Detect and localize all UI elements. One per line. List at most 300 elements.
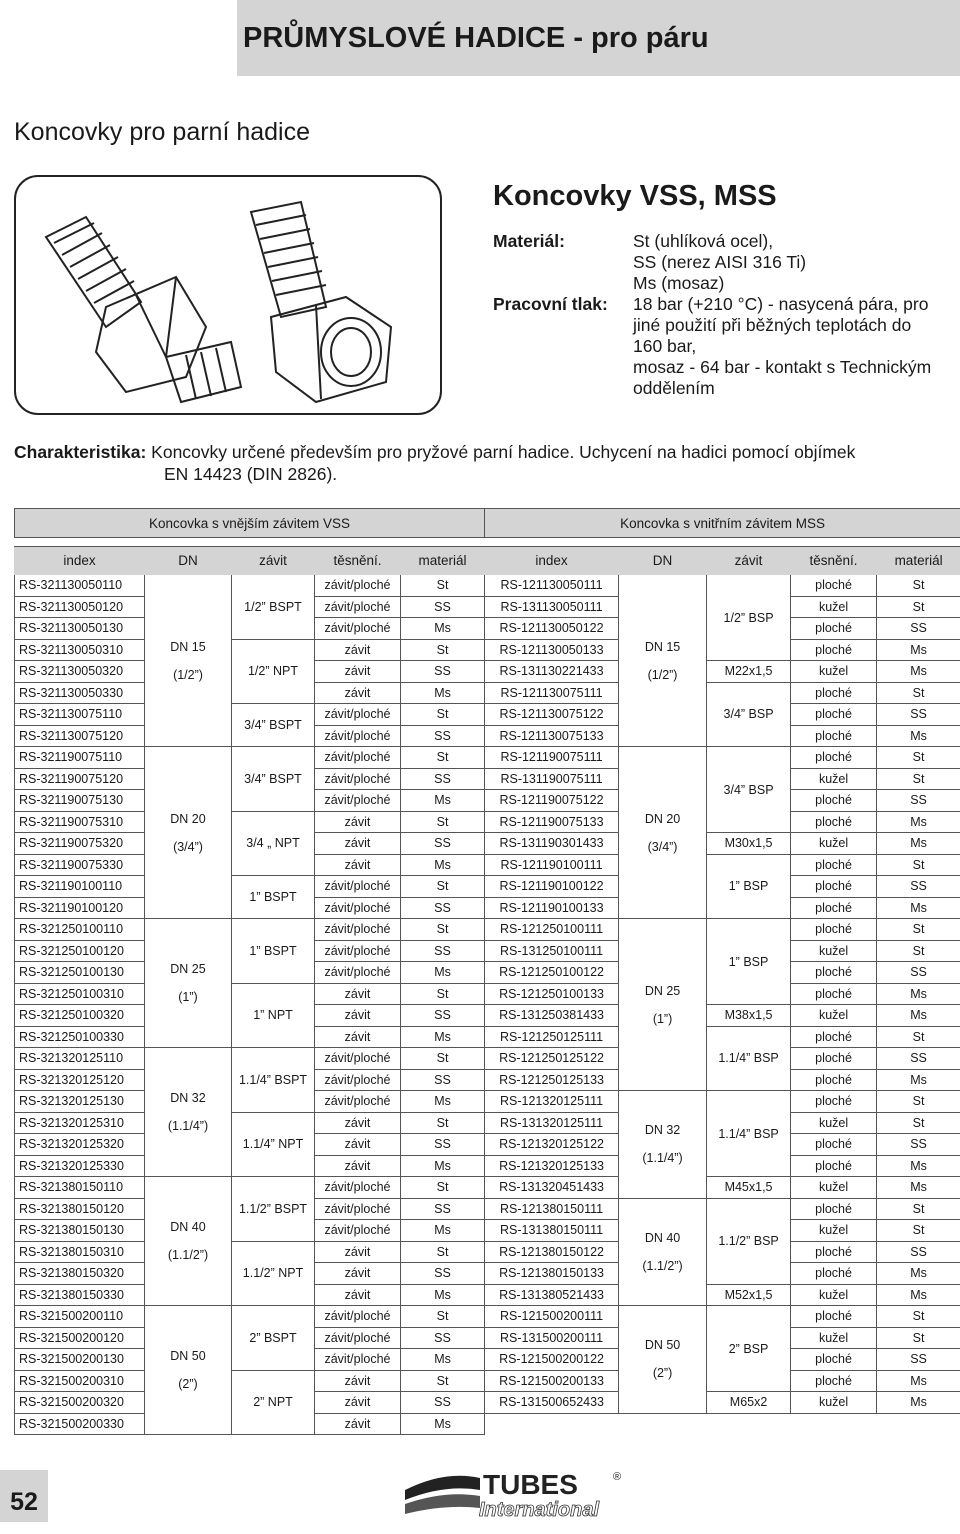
vss-index: RS-321500200120 (15, 1327, 145, 1349)
mss-seal: kužel (791, 596, 877, 618)
mss-material: Ms (877, 1069, 960, 1091)
mss-index: RS-121130050111 (485, 575, 619, 597)
vss-seal: závit/ploché (315, 1327, 401, 1349)
mss-seal: ploché (791, 1069, 877, 1091)
section-title: Koncovky pro parní hadice (14, 118, 310, 147)
mss-seal: kužel (791, 1177, 877, 1199)
vss-material: SS (401, 833, 485, 855)
mss-index: RS-131130050111 (485, 596, 619, 618)
vss-index: RS-321130050310 (15, 639, 145, 661)
mss-index: RS-131500200111 (485, 1327, 619, 1349)
mss-dn-cell (619, 747, 707, 919)
mss-thread: 3/4” BSP (707, 747, 791, 833)
mss-index: RS-121190100122 (485, 876, 619, 898)
mss-seal: kužel (791, 1284, 877, 1306)
material-label: Materiál: (493, 231, 565, 252)
mss-seal: ploché (791, 1306, 877, 1328)
vss-index: RS-321320125110 (15, 1048, 145, 1070)
pressure-text (633, 294, 931, 399)
vss-material: SS (401, 1198, 485, 1220)
vss-seal: závit (315, 1413, 401, 1435)
vss-seal: závit (315, 1155, 401, 1177)
vss-seal: závit/ploché (315, 1198, 401, 1220)
vss-dn-size: (1/2”) (145, 668, 231, 682)
vss-thread: 2” NPT (232, 1370, 315, 1435)
vss-seal: závit/ploché (315, 940, 401, 962)
table-header-row (15, 547, 960, 575)
mss-index: RS-121250125133 (485, 1069, 619, 1091)
mss-seal: ploché (791, 618, 877, 640)
vss-seal: závit/ploché (315, 768, 401, 790)
column-header: těsnění. (315, 547, 401, 575)
vss-index: RS-321130050120 (15, 596, 145, 618)
mss-material: St (877, 682, 960, 704)
table-row (15, 1177, 960, 1199)
vss-material: Ms (401, 682, 485, 704)
product-table (14, 508, 960, 1435)
vss-index: RS-321250100130 (15, 962, 145, 984)
vss-seal: závit/ploché (315, 919, 401, 941)
mss-thread: M30x1,5 (707, 833, 791, 855)
pressure-line: jiné použití při běžných teplotách do (633, 315, 931, 336)
table-row (15, 747, 960, 769)
vss-material: Ms (401, 1155, 485, 1177)
vss-material: St (401, 639, 485, 661)
mss-index: RS-121250125111 (485, 1026, 619, 1048)
mss-material: SS (877, 618, 960, 640)
mss-seal: ploché (791, 962, 877, 984)
vss-seal: závit/ploché (315, 1177, 401, 1199)
vss-index: RS-321500200320 (15, 1392, 145, 1414)
vss-index: RS-321380150320 (15, 1263, 145, 1285)
mss-material: St (877, 1026, 960, 1048)
vss-material: St (401, 1112, 485, 1134)
vss-seal: závit (315, 1112, 401, 1134)
vss-seal: závit (315, 1370, 401, 1392)
vss-material: Ms (401, 1413, 485, 1435)
vss-seal: závit/ploché (315, 704, 401, 726)
mss-title: Koncovka s vnitřním závitem MSS (485, 509, 960, 538)
vss-material: SS (401, 1327, 485, 1349)
mss-seal: ploché (791, 575, 877, 597)
mss-thread: M45x1,5 (707, 1177, 791, 1199)
vss-thread: 1” NPT (232, 983, 315, 1048)
vss-material: Ms (401, 962, 485, 984)
vss-material: SS (401, 1005, 485, 1027)
spacer-cell (15, 538, 960, 547)
mss-material: SS (877, 1241, 960, 1263)
mss-thread: 2” BSP (707, 1306, 791, 1392)
column-header: závit (707, 547, 791, 575)
vss-index: RS-321380150310 (15, 1241, 145, 1263)
mss-dn-size: (2”) (619, 1366, 706, 1380)
vss-dn-cell (145, 919, 232, 1048)
page-number: 52 (0, 1470, 48, 1522)
mss-index: RS-121380150122 (485, 1241, 619, 1263)
mss-material: Ms (877, 983, 960, 1005)
vss-dn-cell (145, 1306, 232, 1435)
mss-seal: kužel (791, 1112, 877, 1134)
mss-dn: DN 50 (619, 1338, 706, 1352)
mss-dn: DN 20 (619, 812, 706, 826)
vss-index: RS-321190075110 (15, 747, 145, 769)
vss-seal: závit/ploché (315, 618, 401, 640)
vss-seal: závit (315, 661, 401, 683)
mss-seal: kužel (791, 1327, 877, 1349)
mss-seal: ploché (791, 1026, 877, 1048)
mss-thread: M38x1,5 (707, 1005, 791, 1027)
vss-index: RS-321320125330 (15, 1155, 145, 1177)
mss-index: RS-121500200133 (485, 1370, 619, 1392)
vss-index: RS-321500200110 (15, 1306, 145, 1328)
mss-seal: ploché (791, 1349, 877, 1371)
mss-material: St (877, 1306, 960, 1328)
mss-index: RS-121320125122 (485, 1134, 619, 1156)
mss-index: RS-121380150111 (485, 1198, 619, 1220)
mss-material: Ms (877, 833, 960, 855)
vss-material: St (401, 1177, 485, 1199)
mss-seal: ploché (791, 919, 877, 941)
vss-dn: DN 15 (145, 640, 231, 654)
product-table-wrap (14, 508, 960, 1435)
empty-cell (485, 1413, 960, 1435)
vss-seal: závit (315, 854, 401, 876)
vss-dn-size: (1”) (145, 990, 231, 1004)
mss-dn: DN 32 (619, 1123, 706, 1137)
mss-index: RS-121130050133 (485, 639, 619, 661)
mss-seal: kužel (791, 940, 877, 962)
product-title: Koncovky VSS, MSS (493, 180, 777, 213)
vss-index: RS-321190100110 (15, 876, 145, 898)
vss-thread: 1.1/4” NPT (232, 1112, 315, 1177)
mss-material: Ms (877, 1263, 960, 1285)
mss-material: Ms (877, 811, 960, 833)
vss-material: Ms (401, 854, 485, 876)
vss-material: St (401, 1370, 485, 1392)
mss-index: RS-121190100111 (485, 854, 619, 876)
material-line: SS (nerez AISI 316 Ti) (633, 252, 806, 273)
vss-seal: závit (315, 811, 401, 833)
mss-material: St (877, 1220, 960, 1242)
mss-material: SS (877, 1134, 960, 1156)
mss-seal: ploché (791, 897, 877, 919)
vss-dn-size: (2”) (145, 1377, 231, 1391)
mss-material: Ms (877, 1370, 960, 1392)
vss-index: RS-321500200130 (15, 1349, 145, 1371)
pressure-line: 18 bar (+210 °C) - nasycená pára, pro (633, 294, 931, 315)
mss-material: Ms (877, 661, 960, 683)
vss-material: St (401, 811, 485, 833)
mss-seal: ploché (791, 682, 877, 704)
mss-seal: ploché (791, 1134, 877, 1156)
vss-material: St (401, 1241, 485, 1263)
vss-seal: závit/ploché (315, 897, 401, 919)
mss-index: RS-121250100122 (485, 962, 619, 984)
vss-index: RS-321380150110 (15, 1177, 145, 1199)
vss-thread: 1.1/2” BSPT (232, 1177, 315, 1242)
vss-thread: 3/4” BSPT (232, 704, 315, 747)
table-row (15, 919, 960, 941)
mss-material: St (877, 1198, 960, 1220)
vss-seal: závit/ploché (315, 747, 401, 769)
vss-seal: závit/ploché (315, 1048, 401, 1070)
vss-index: RS-321250100330 (15, 1026, 145, 1048)
characteristics-text: Koncovky určené především pro pryžové parní hadice. Uchycení na hadici pomocí objímek (151, 442, 855, 462)
vss-index: RS-321380150130 (15, 1220, 145, 1242)
mss-seal: ploché (791, 1091, 877, 1113)
column-header: index (15, 547, 145, 575)
mss-index: RS-131130221433 (485, 661, 619, 683)
vss-dn-cell (145, 575, 232, 747)
mss-material: St (877, 747, 960, 769)
characteristics-text-2: EN 14423 (DIN 2826). (164, 463, 337, 485)
mss-index: RS-121250100111 (485, 919, 619, 941)
mss-index: RS-131380150111 (485, 1220, 619, 1242)
mss-material: St (877, 854, 960, 876)
vss-thread: 1/2” BSPT (232, 575, 315, 640)
vss-material: SS (401, 768, 485, 790)
mss-seal: ploché (791, 1263, 877, 1285)
mss-dn-size: (1”) (619, 1012, 706, 1026)
vss-material: SS (401, 1134, 485, 1156)
mss-dn-cell (619, 1091, 707, 1199)
table-title-row (15, 509, 960, 538)
vss-seal: závit (315, 682, 401, 704)
vss-index: RS-321320125320 (15, 1134, 145, 1156)
mss-index: RS-121500200111 (485, 1306, 619, 1328)
mss-material: St (877, 575, 960, 597)
mss-material: Ms (877, 1284, 960, 1306)
mss-material: SS (877, 704, 960, 726)
vss-dn-cell (145, 747, 232, 919)
pressure-line: oddělením (633, 378, 931, 399)
mss-index: RS-121130075122 (485, 704, 619, 726)
mss-seal: ploché (791, 790, 877, 812)
logo-text: TUBES (483, 1469, 578, 1500)
mss-thread: 1” BSP (707, 919, 791, 1005)
vss-material: SS (401, 1392, 485, 1414)
mss-dn-size: (1.1/2”) (619, 1259, 706, 1273)
table-spacer (15, 538, 960, 547)
vss-index: RS-321130075120 (15, 725, 145, 747)
vss-seal: závit/ploché (315, 962, 401, 984)
vss-material: Ms (401, 1284, 485, 1306)
column-header: materiál (401, 547, 485, 575)
vss-index: RS-321320125130 (15, 1091, 145, 1113)
mss-material: St (877, 596, 960, 618)
vss-index: RS-321500200310 (15, 1370, 145, 1392)
vss-dn-size: (1.1/4”) (145, 1119, 231, 1133)
material-line: St (uhlíková ocel), (633, 231, 806, 252)
mss-seal: kužel (791, 1005, 877, 1027)
mss-dn-size: (1/2”) (619, 668, 706, 682)
vss-index: RS-321250100310 (15, 983, 145, 1005)
logo-mark: ® (613, 1471, 621, 1483)
pressure-label: Pracovní tlak: (493, 294, 608, 315)
vss-material: Ms (401, 1026, 485, 1048)
vss-seal: závit (315, 1392, 401, 1414)
mss-dn-cell (619, 575, 707, 747)
vss-material: Ms (401, 790, 485, 812)
mss-seal: ploché (791, 1370, 877, 1392)
vss-dn: DN 40 (145, 1220, 231, 1234)
mss-thread: M22x1,5 (707, 661, 791, 683)
mss-material: St (877, 1112, 960, 1134)
mss-dn-cell (619, 1198, 707, 1306)
mss-seal: ploché (791, 876, 877, 898)
mss-index: RS-121500200122 (485, 1349, 619, 1371)
vss-seal: závit (315, 1134, 401, 1156)
mss-index: RS-131250381433 (485, 1005, 619, 1027)
mss-seal: kužel (791, 1392, 877, 1414)
mss-index: RS-121190075133 (485, 811, 619, 833)
mss-dn-cell (619, 919, 707, 1091)
table-row (15, 1306, 960, 1328)
vss-material: Ms (401, 1349, 485, 1371)
vss-thread: 1/2” NPT (232, 639, 315, 704)
vss-seal: závit/ploché (315, 1091, 401, 1113)
vss-seal: závit/ploché (315, 1220, 401, 1242)
logo-subtext: International (479, 1499, 599, 1520)
mss-material: Ms (877, 1177, 960, 1199)
tubes-logo (405, 1468, 645, 1520)
vss-title: Koncovka s vnějším závitem VSS (15, 509, 485, 538)
mss-material: SS (877, 1048, 960, 1070)
vss-dn-cell (145, 1177, 232, 1306)
mss-seal: ploché (791, 1155, 877, 1177)
mss-material: SS (877, 962, 960, 984)
vss-index: RS-321130050330 (15, 682, 145, 704)
vss-seal: závit/ploché (315, 575, 401, 597)
table-row (15, 1048, 960, 1070)
vss-seal: závit (315, 983, 401, 1005)
mss-dn-cell (619, 1306, 707, 1414)
column-header: index (485, 547, 619, 575)
mss-thread: 1.1/4” BSP (707, 1026, 791, 1091)
mss-seal: ploché (791, 983, 877, 1005)
vss-index: RS-321500200330 (15, 1413, 145, 1435)
mss-index: RS-121380150133 (485, 1263, 619, 1285)
mss-seal: ploché (791, 639, 877, 661)
vss-material: SS (401, 1069, 485, 1091)
mss-material: Ms (877, 639, 960, 661)
mss-index: RS-121250125122 (485, 1048, 619, 1070)
column-header: závit (232, 547, 315, 575)
mss-thread: 3/4” BSP (707, 682, 791, 747)
vss-material: St (401, 919, 485, 941)
mss-seal: ploché (791, 811, 877, 833)
vss-material: Ms (401, 618, 485, 640)
vss-index: RS-321190075320 (15, 833, 145, 855)
mss-thread: 1.1/4” BSP (707, 1091, 791, 1177)
vss-thread: 1” BSPT (232, 919, 315, 984)
mss-index: RS-131500652433 (485, 1392, 619, 1414)
column-header: materiál (877, 547, 960, 575)
vss-seal: závit/ploché (315, 876, 401, 898)
mss-thread: M52x1,5 (707, 1284, 791, 1306)
mss-seal: ploché (791, 747, 877, 769)
vss-material: SS (401, 596, 485, 618)
vss-material: SS (401, 940, 485, 962)
vss-material: St (401, 1048, 485, 1070)
vss-material: St (401, 704, 485, 726)
fittings-illustration (16, 177, 442, 415)
vss-index: RS-321130050110 (15, 575, 145, 597)
vss-seal: závit/ploché (315, 1069, 401, 1091)
mss-material: St (877, 1327, 960, 1349)
mss-index: RS-131320451433 (485, 1177, 619, 1199)
product-image (14, 175, 442, 415)
mss-material: St (877, 919, 960, 941)
vss-material: St (401, 983, 485, 1005)
column-header: těsnění. (791, 547, 877, 575)
mss-thread: M65x2 (707, 1392, 791, 1414)
table-row (15, 575, 960, 597)
mss-seal: kužel (791, 833, 877, 855)
vss-thread: 3/4” BSPT (232, 747, 315, 812)
mss-material: St (877, 768, 960, 790)
vss-index: RS-321380150330 (15, 1284, 145, 1306)
vss-material: St (401, 747, 485, 769)
mss-material: St (877, 1091, 960, 1113)
vss-dn-cell (145, 1048, 232, 1177)
mss-material: SS (877, 876, 960, 898)
vss-seal: závit (315, 1284, 401, 1306)
vss-material: St (401, 575, 485, 597)
vss-index: RS-321190075330 (15, 854, 145, 876)
vss-material: SS (401, 1263, 485, 1285)
mss-material: Ms (877, 1005, 960, 1027)
vss-dn: DN 32 (145, 1091, 231, 1105)
mss-index: RS-121250100133 (485, 983, 619, 1005)
vss-seal: závit (315, 833, 401, 855)
company-logo (405, 1468, 645, 1520)
mss-seal: ploché (791, 704, 877, 726)
mss-seal: kužel (791, 768, 877, 790)
vss-dn: DN 20 (145, 812, 231, 826)
mss-index: RS-121320125111 (485, 1091, 619, 1113)
vss-material: SS (401, 725, 485, 747)
mss-index: RS-121190075122 (485, 790, 619, 812)
vss-index: RS-321320125310 (15, 1112, 145, 1134)
vss-index: RS-321190075130 (15, 790, 145, 812)
column-header: DN (145, 547, 232, 575)
vss-seal: závit/ploché (315, 1349, 401, 1371)
vss-index: RS-321190075120 (15, 768, 145, 790)
vss-index: RS-321190075310 (15, 811, 145, 833)
vss-seal: závit/ploché (315, 725, 401, 747)
vss-thread: 1.1/4” BSPT (232, 1048, 315, 1113)
mss-thread: 1” BSP (707, 854, 791, 919)
vss-seal: závit (315, 639, 401, 661)
material-line: Ms (mosaz) (633, 273, 806, 294)
mss-index: RS-131250100111 (485, 940, 619, 962)
mss-dn: DN 15 (619, 640, 706, 654)
column-header: DN (619, 547, 707, 575)
pressure-line: 160 bar, (633, 336, 931, 357)
vss-material: St (401, 1306, 485, 1328)
mss-material: Ms (877, 1155, 960, 1177)
vss-seal: závit (315, 1241, 401, 1263)
mss-material: SS (877, 790, 960, 812)
mss-material: Ms (877, 897, 960, 919)
mss-index: RS-121190100133 (485, 897, 619, 919)
vss-index: RS-321130050130 (15, 618, 145, 640)
mss-index: RS-131380521433 (485, 1284, 619, 1306)
vss-index: RS-321380150120 (15, 1198, 145, 1220)
vss-seal: závit/ploché (315, 1306, 401, 1328)
vss-thread: 3/4 „ NPT (232, 811, 315, 876)
